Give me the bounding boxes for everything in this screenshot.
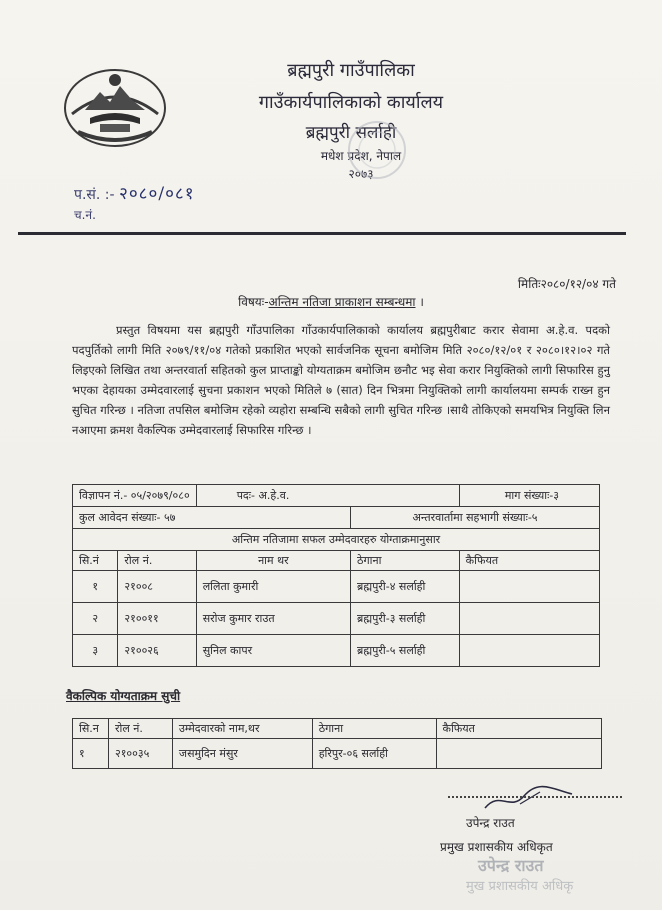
row-roll: २१००११ (118, 603, 196, 635)
row-sn: ३ (73, 635, 118, 667)
subject-line (0, 293, 662, 310)
office-stamp-icon (345, 118, 409, 182)
patra-sankhya-value: २०८०/०८१ (119, 184, 195, 204)
municipality-name: ब्रह्मपुरी गाउँपालिका (287, 60, 415, 81)
col-header-name: नाम थर (196, 551, 350, 571)
patra-sankhya-label: प.सं. :- (74, 187, 115, 203)
signature-icon (480, 784, 580, 814)
table-row (73, 739, 602, 769)
subject-text: अन्तिम नतिजा प्राकाशन सम्बन्धमा (268, 295, 416, 309)
signatory-title: प्रमुख प्रशासकीय अधिकृत (440, 840, 553, 854)
signatory-name: उपेन्द्र राउत (466, 816, 515, 830)
advertisement-number: विज्ञापन नं.- ०५/२०७९/०८० (73, 485, 197, 507)
row-name: ललिता कुमारी (196, 571, 350, 603)
result-table-count-row (73, 507, 600, 529)
row-name: सुनिल कापर (196, 635, 350, 667)
office-location: ब्रह्मपुरी सर्लाही (305, 123, 397, 143)
row-sn: २ (73, 603, 118, 635)
demand-count: माग संख्याः-३ (459, 485, 599, 507)
province-line: मधेश प्रदेश, नेपाल (320, 149, 402, 163)
alternate-list-title: वैकल्पिक योग्यताक्रम सुची (66, 689, 181, 703)
col-header-address: ठेगाना (312, 719, 436, 739)
row-remarks (459, 603, 599, 635)
subject-suffix: । (415, 295, 424, 309)
interview-participants: अन्तरवार्तामा सहभागी संख्याः-५ (351, 507, 600, 529)
row-roll: २१००२६ (118, 635, 196, 667)
table-row (73, 635, 600, 667)
row-name: जसमुदिन मंसुर (172, 739, 312, 769)
row-address: ब्रह्मपुरी-५ सर्लाही (351, 635, 460, 667)
patra-sankhya (74, 181, 195, 204)
row-roll: २१००८ (118, 571, 196, 603)
row-address: ब्रह्मपुरी-३ सर्लाही (351, 603, 460, 635)
office-name: गाउँकार्यपालिकाको कार्यालय (258, 92, 444, 113)
col-header-sn: सि.न (73, 719, 109, 739)
result-table-info-row (73, 485, 600, 507)
col-header-remarks: कैफियत (436, 719, 602, 739)
chalani-number-label: च.नं. (74, 208, 96, 222)
row-name: सरोज कुमार राउत (196, 603, 350, 635)
result-table-section-row (73, 529, 600, 551)
row-remarks (459, 635, 599, 667)
col-header-roll: रोल नं. (108, 719, 172, 739)
col-header-address: ठेगाना (351, 551, 460, 571)
section-title: अन्तिम नतिजामा सफल उम्मेदवारहरु योग्ताक्रमानुसार (73, 529, 600, 551)
signature-line (448, 796, 622, 798)
row-sn: १ (73, 571, 118, 603)
col-header-sn: सि.नं (73, 551, 118, 571)
alternate-table (72, 718, 602, 769)
col-header-name: उम्मेदवारको नाम,थर (172, 719, 312, 739)
row-address: हरिपुर-०६ सर्लाही (312, 739, 436, 769)
table-row (73, 571, 600, 603)
subject-prefix: विषयः- (238, 295, 269, 309)
header-divider (18, 232, 626, 235)
body-text: प्रस्तुत विषयमा यस ब्रह्मपुरी गाँउपालिका गाँउकार्यपालिकाको कार्यालय ब्रह्मपुरीबाट करार सेवामा अ.हे.व. पदको पदपुर्तिको लागी मिति २०७९/११/०४ गतेको प्रकाशित भएको सार्वजनिक सूचना बमोजिम मिति २०८०/१२/०१ र २०८०।१२।०२ गते लिइएको लिखित तथा अन्तरवार्ता सहितको कुल प्राप्ताङ्को योग्यताक्रम बमोजिम छनौट भइ सेवा करार नियुक्तिको लागी सिफारिस हुनु भएका देहायका उम्मेदवारलाई सुचना प्रकाशन भएको मितिले ७ (सात) दिन भित्रमा नियुक्तिको लागी कार्यालयमा सम्पर्क राख्न हुन सुचित गरिन्छ । नतिजा तपसिल बमोजिम रहेको व्यहोरा सम्बन्धि सबैको लागी सुचित गरिन्छ ।साथै तोकिएको समयभित्र नियुक्ति लिन नआएमा क्रमश वैकल्पिक उम्मेदवारलाई सिफारिस गरिन्छ । (72, 323, 610, 437)
row-remarks (436, 739, 602, 769)
post-name: पदः- अ.हे.व. (196, 485, 459, 507)
stamp-name: उपेन्द्र राउत (478, 856, 544, 875)
result-table (72, 484, 600, 667)
row-roll: २१००३५ (108, 739, 172, 769)
stamp-title: मुख प्रशासकीय अधिकृ (466, 879, 574, 894)
result-table-header (73, 551, 600, 571)
alternate-table-header (73, 719, 602, 739)
col-header-roll: रोल नं. (118, 551, 196, 571)
body-paragraph (72, 320, 610, 440)
total-applicants: कुल आवेदन संख्याः- ५७ (73, 507, 351, 529)
row-sn: १ (73, 739, 109, 769)
row-address: ब्रह्मपुरी-४ सर्लाही (351, 571, 460, 603)
establishment-year: २०७३ (348, 167, 374, 181)
row-remarks (459, 571, 599, 603)
table-row (73, 603, 600, 635)
col-header-remarks: कैफियत (459, 551, 599, 571)
letter-date: मितिः२०८०/१२/०४ गते (517, 277, 616, 291)
